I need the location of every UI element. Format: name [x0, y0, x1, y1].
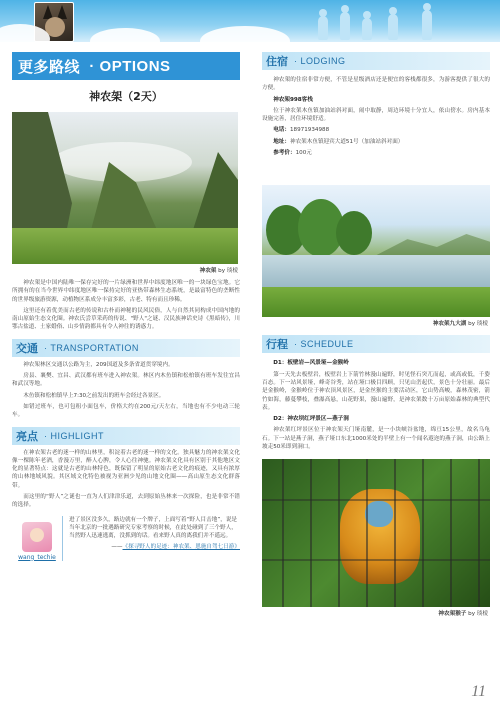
mountain-photo	[12, 112, 238, 264]
schedule-title-zh: 行程	[266, 339, 288, 352]
author-quote-source	[69, 543, 240, 551]
left-column	[12, 52, 240, 561]
hotel-description: 位于神农架木鱼镇加油站斜对面，闹中取静，周边环境十分宜人，依山傍水。房内基本设施完善，居住环境舒适。	[262, 107, 490, 123]
options-title-bar	[12, 52, 240, 80]
transportation-paragraph: 房县、襄樊、宜昌、武汉都有班车进入神农架。林区内木鱼镇和松柏镇有班车发往宜昌和武汉等地。	[12, 373, 240, 388]
highlight-title-en: · HIGHLIGHT	[44, 430, 105, 441]
schedule-day2-title: D2：神农坝红坪景区—燕子洞	[273, 416, 349, 423]
author-name-link[interactable]: wang_techie	[18, 553, 56, 561]
schedule-day1-text: 第一天先去板壁岩，板壁岩上下箭竹林漫山遍野，时见怪石突兀而起，或高或低，千姿百态。下一站风景垭，峰奇谷秀，站在垭口极目四顾，只见山峦起伏，景色十分壮丽。最后是金猴岭，金猴岭位于神农顶风景区，是金丝猴的主要活动区，它山势高峻，森林茂密，箭竹如海，藤蔓攀枝，叠瀑高悬，山花野果，漫山遍野，是神农架数十万亩原始森林的典型代表。	[262, 371, 490, 411]
transportation-paragraph: 如错过班车，也可包租小面包车，价格大约在200元/天左右，当地也有不少电动三轮车。	[12, 403, 240, 419]
cloud-shape	[200, 26, 290, 42]
hotel-phone	[262, 126, 490, 134]
highlight-section-bar	[12, 427, 240, 445]
hotel-price	[262, 149, 490, 157]
address-label: 地址：	[273, 138, 290, 145]
schedule-title-en: · SCHEDULE	[294, 339, 354, 350]
caption-by: by 琰棱	[468, 611, 488, 618]
page-number: 11	[471, 683, 486, 700]
avatar	[22, 522, 52, 552]
caption-place: 神农架九大湖	[432, 321, 467, 328]
right-column	[262, 52, 490, 622]
phone-value: 18971934988	[289, 127, 330, 134]
source-prefix: ——	[111, 543, 123, 550]
price-label: 参考价：	[273, 150, 296, 157]
caption-by: by 琰棱	[218, 268, 238, 274]
caption-place: 神农架	[199, 268, 217, 274]
hotel-address	[262, 138, 490, 146]
highlight-paragraph: 在神农架古老的迷一样的山林里，积淀着古老的迷一样的文化。独具魅力的神农架文化像一棵陈年老酒，香漫万里，醉人心脾，令人心往神驰。神农架文化具有区别于其他地区文化的显著特点：这就是古老的山林特色，既保留了明显的原始古老文化的痕迹，又具有浓厚的山林地域风貌。其区域文化特色被视为亚洲少见的山地文化圈——高山原生态文化群落带。	[12, 449, 240, 489]
schedule-day2-text: 神农架红坪景区位于神农架天门垭南麓，是一小块峡谷盆地，绵亘15公里，故名乌龟石。下一站是燕子洞，燕子垭口东北1000米处的半壁上有一个闻名遐迩的燕子洞，由公路上坡走50米即到洞口。	[262, 427, 490, 451]
highlight-paragraph: 而这里的“野人”之谜也一直为人们津津乐道，去到原始丛林来一次探险，也是非常不错的选择。	[12, 494, 240, 509]
options-subtitle: 神农架（2天）	[89, 90, 163, 103]
transportation-title-zh: 交通	[16, 342, 38, 355]
lodging-section-bar	[262, 52, 490, 70]
options-paragraph: 神农架是中国内陆唯一保存完好的一片绿洲和世界中纬度地区唯一的一块绿色宝地。它所拥有的在当今世界中纬度地区唯一保持完好的亚热带森林生态系统，是最富特色的垄断性的世界级旅游资源，动植物区系成分丰富多彩，古老、特有而且珍稀。	[12, 280, 240, 303]
author-quote	[62, 516, 240, 561]
address-value: 神农架木鱼镇迎宾大道51号（加油站斜对面）	[289, 138, 404, 145]
lodging-intro: 神农架的住宿非常方便，不管是星级酒店还是便宜的客栈都很多，为游客提供了很大的方便。	[262, 77, 490, 92]
lake-photo-caption	[262, 319, 488, 327]
price-value: 100元	[295, 150, 312, 157]
hikers-silhouette-icon	[310, 4, 460, 40]
options-title-en: · OPTIONS	[89, 57, 171, 75]
phone-label: 电话：	[273, 127, 290, 134]
lodging-title-zh: 住宿	[266, 56, 288, 68]
lake-photo	[262, 185, 490, 317]
schedule-day1-title: D1：板壁岩—风景垭—金猴岭	[273, 360, 349, 367]
lodging-title-en: · LODGING	[294, 56, 346, 66]
source-link[interactable]: 《探寻野人的足迹：神农架、恩施自驾七日游》	[122, 543, 240, 550]
monkey-photo-caption	[262, 609, 488, 617]
transportation-paragraph: 神农架林区交通以公路为主，209国道及多条省道贯穿境内。	[23, 361, 174, 368]
author-avatar-block	[12, 516, 62, 561]
caption-place: 神农架猴子	[438, 611, 467, 618]
transportation-section-bar	[12, 339, 240, 357]
author-quote-text: 进了景区没多久，路边就有一个牌子，上面写着“野人目击地”，说是当年北京的一批遇路研究专家考察的时候，在此处碰到了三个野人，当然野人迅速逃离，没抓到的话。看来野人真的离我们并不遥远。	[69, 516, 238, 540]
header-banner	[0, 0, 500, 42]
options-title-zh: 更多路线	[18, 58, 81, 76]
caption-by: by 琰棱	[468, 321, 488, 328]
highlight-title-zh: 亮点	[16, 430, 38, 443]
schedule-section-bar	[262, 335, 490, 353]
options-paragraph: 这里还有着优美而古老的传说和古朴而神秘的民风民俗，人与自然其同构成中国内地的南山原始生态文化圈。神农氏尝草采药的传说、"野人"之谜、汉民族神话史诗《黑暗传》，川鄂古盐道、土家婚俗、山乡情韵都具有令人神往的诱惑力。	[12, 307, 240, 331]
transportation-title-en: · TRANSPORTATION	[44, 342, 139, 353]
cloud-shape	[90, 28, 160, 42]
monkey-photo	[262, 459, 490, 607]
transportation-paragraph: 木鱼镇和松柏镇早上7:30之前发出的班车会经过各景区。	[23, 392, 165, 399]
author-box	[12, 516, 240, 561]
mountain-photo-caption	[12, 266, 238, 274]
hotel-name: 神农架998客栈	[273, 96, 313, 103]
